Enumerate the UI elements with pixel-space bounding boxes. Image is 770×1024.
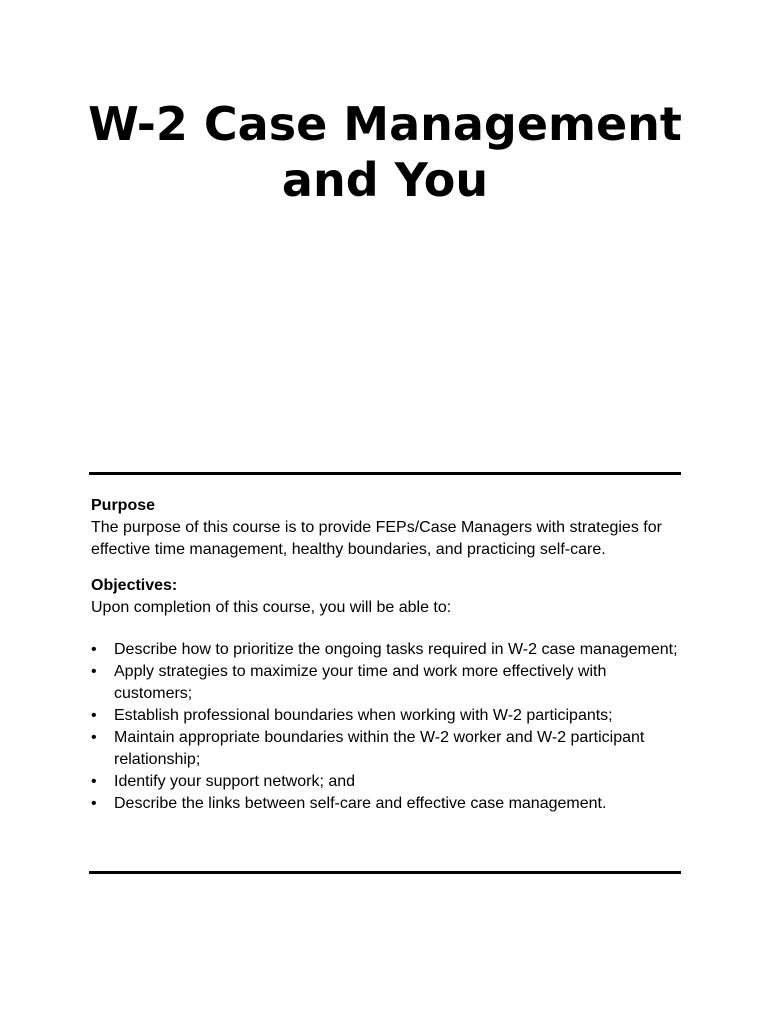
bullet-icon: •: [91, 729, 97, 746]
objectives-list: [91, 639, 681, 815]
top-divider: [89, 472, 681, 475]
bullet-icon: •: [91, 641, 97, 658]
list-item: [91, 771, 681, 793]
list-item: [91, 661, 681, 705]
objective-text: Describe how to prioritize the ongoing tasks required in W-2 case management;: [114, 641, 678, 658]
page-title-line-2: and You: [281, 153, 489, 207]
page-title-line-1: W-2 Case Management: [88, 97, 682, 151]
page-title: [0, 96, 770, 208]
bullet-icon: •: [91, 773, 97, 790]
bullet-icon: •: [91, 795, 97, 812]
objectives-intro: Upon completion of this course, you will be able to:: [91, 599, 452, 616]
list-item: [91, 727, 681, 771]
course-description: [91, 495, 681, 815]
purpose-heading: Purpose: [91, 497, 156, 514]
bottom-divider: [89, 871, 681, 874]
objective-text: Maintain appropriate boundaries within the W-2 worker and W-2 participant relationship;: [114, 729, 645, 768]
bullet-icon: •: [91, 663, 97, 680]
objectives-heading: Objectives:: [91, 577, 178, 594]
bullet-icon: •: [91, 707, 97, 724]
objective-text: Identify your support network; and: [114, 773, 356, 790]
objective-text: Establish professional boundaries when working with W-2 participants;: [114, 707, 613, 724]
list-item: [91, 639, 681, 661]
objective-text: Describe the links between self-care and effective case management.: [114, 795, 607, 812]
list-item: [91, 705, 681, 727]
objective-text: Apply strategies to maximize your time and work more effectively with customers;: [114, 663, 607, 702]
purpose-text: The purpose of this course is to provide FEPs/Case Managers with strategies for effective time management, healthy boundaries, and practicing self-care.: [91, 519, 662, 558]
list-item: [91, 793, 681, 815]
